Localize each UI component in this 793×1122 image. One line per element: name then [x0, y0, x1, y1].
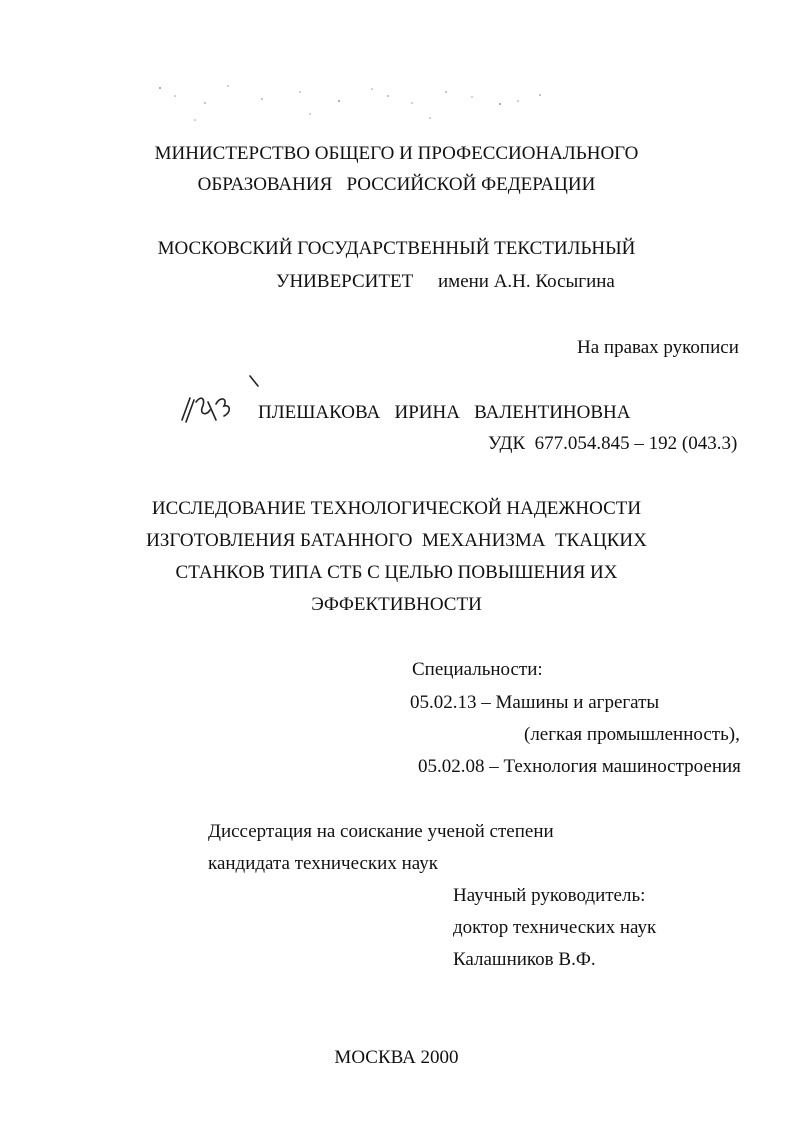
title-line-2: ИЗГОТОВЛЕНИЯ БАТАННОГО МЕХАНИЗМА ТКАЦКИХ — [146, 530, 647, 551]
ministry-line-2: ОБРАЗОВАНИЯ РОССИЙСКОЙ ФЕДЕРАЦИИ — [197, 174, 596, 195]
supervisor-degree: доктор технических наук — [453, 917, 657, 938]
scan-noise — [0, 0, 793, 140]
university-line-1: МОСКОВСКИЙ ГОСУДАРСТВЕННЫЙ ТЕКСТИЛЬНЫЙ — [157, 238, 636, 259]
specialties-label: Специальности: — [412, 659, 543, 680]
author-name: ПЛЕШАКОВА ИРИНА ВАЛЕНТИНОВНА — [258, 402, 631, 423]
title-line-4: ЭФФЕКТИВНОСТИ — [311, 594, 482, 615]
title-line-1: ИССЛЕДОВАНИЕ ТЕХНОЛОГИЧЕСКОЙ НАДЕЖНОСТИ — [151, 498, 642, 519]
specialty-1: 05.02.13 – Машины и агрегаты — [410, 692, 660, 713]
title-line-3: СТАНКОВ ТИПА СТБ С ЦЕЛЬЮ ПОВЫШЕНИЯ ИХ — [175, 562, 618, 583]
specialty-1-continuation: (легкая промышленность), — [524, 724, 740, 745]
handwritten-signature — [172, 372, 262, 432]
manuscript-note: На правах рукописи — [577, 337, 739, 358]
dissertation-line-2: кандидата технических наук — [208, 853, 438, 874]
university-name: УНИВЕРСИТЕТ — [276, 271, 414, 292]
supervisor-label: Научный руководитель: — [453, 885, 646, 906]
specialty-2: 05.02.08 – Технология машиностроения — [418, 756, 741, 777]
city-year: МОСКВА 2000 — [334, 1047, 459, 1068]
university-named-after: имени А.Н. Косыгина — [438, 271, 615, 292]
udc-code: УДК 677.054.845 – 192 (043.3) — [488, 433, 738, 454]
supervisor-name: Калашников В.Ф. — [453, 949, 596, 970]
ministry-line-1: МИНИСТЕРСТВО ОБЩЕГО И ПРОФЕССИОНАЛЬНОГО — [154, 143, 639, 164]
dissertation-line-1: Диссертация на соискание ученой степени — [208, 821, 554, 842]
